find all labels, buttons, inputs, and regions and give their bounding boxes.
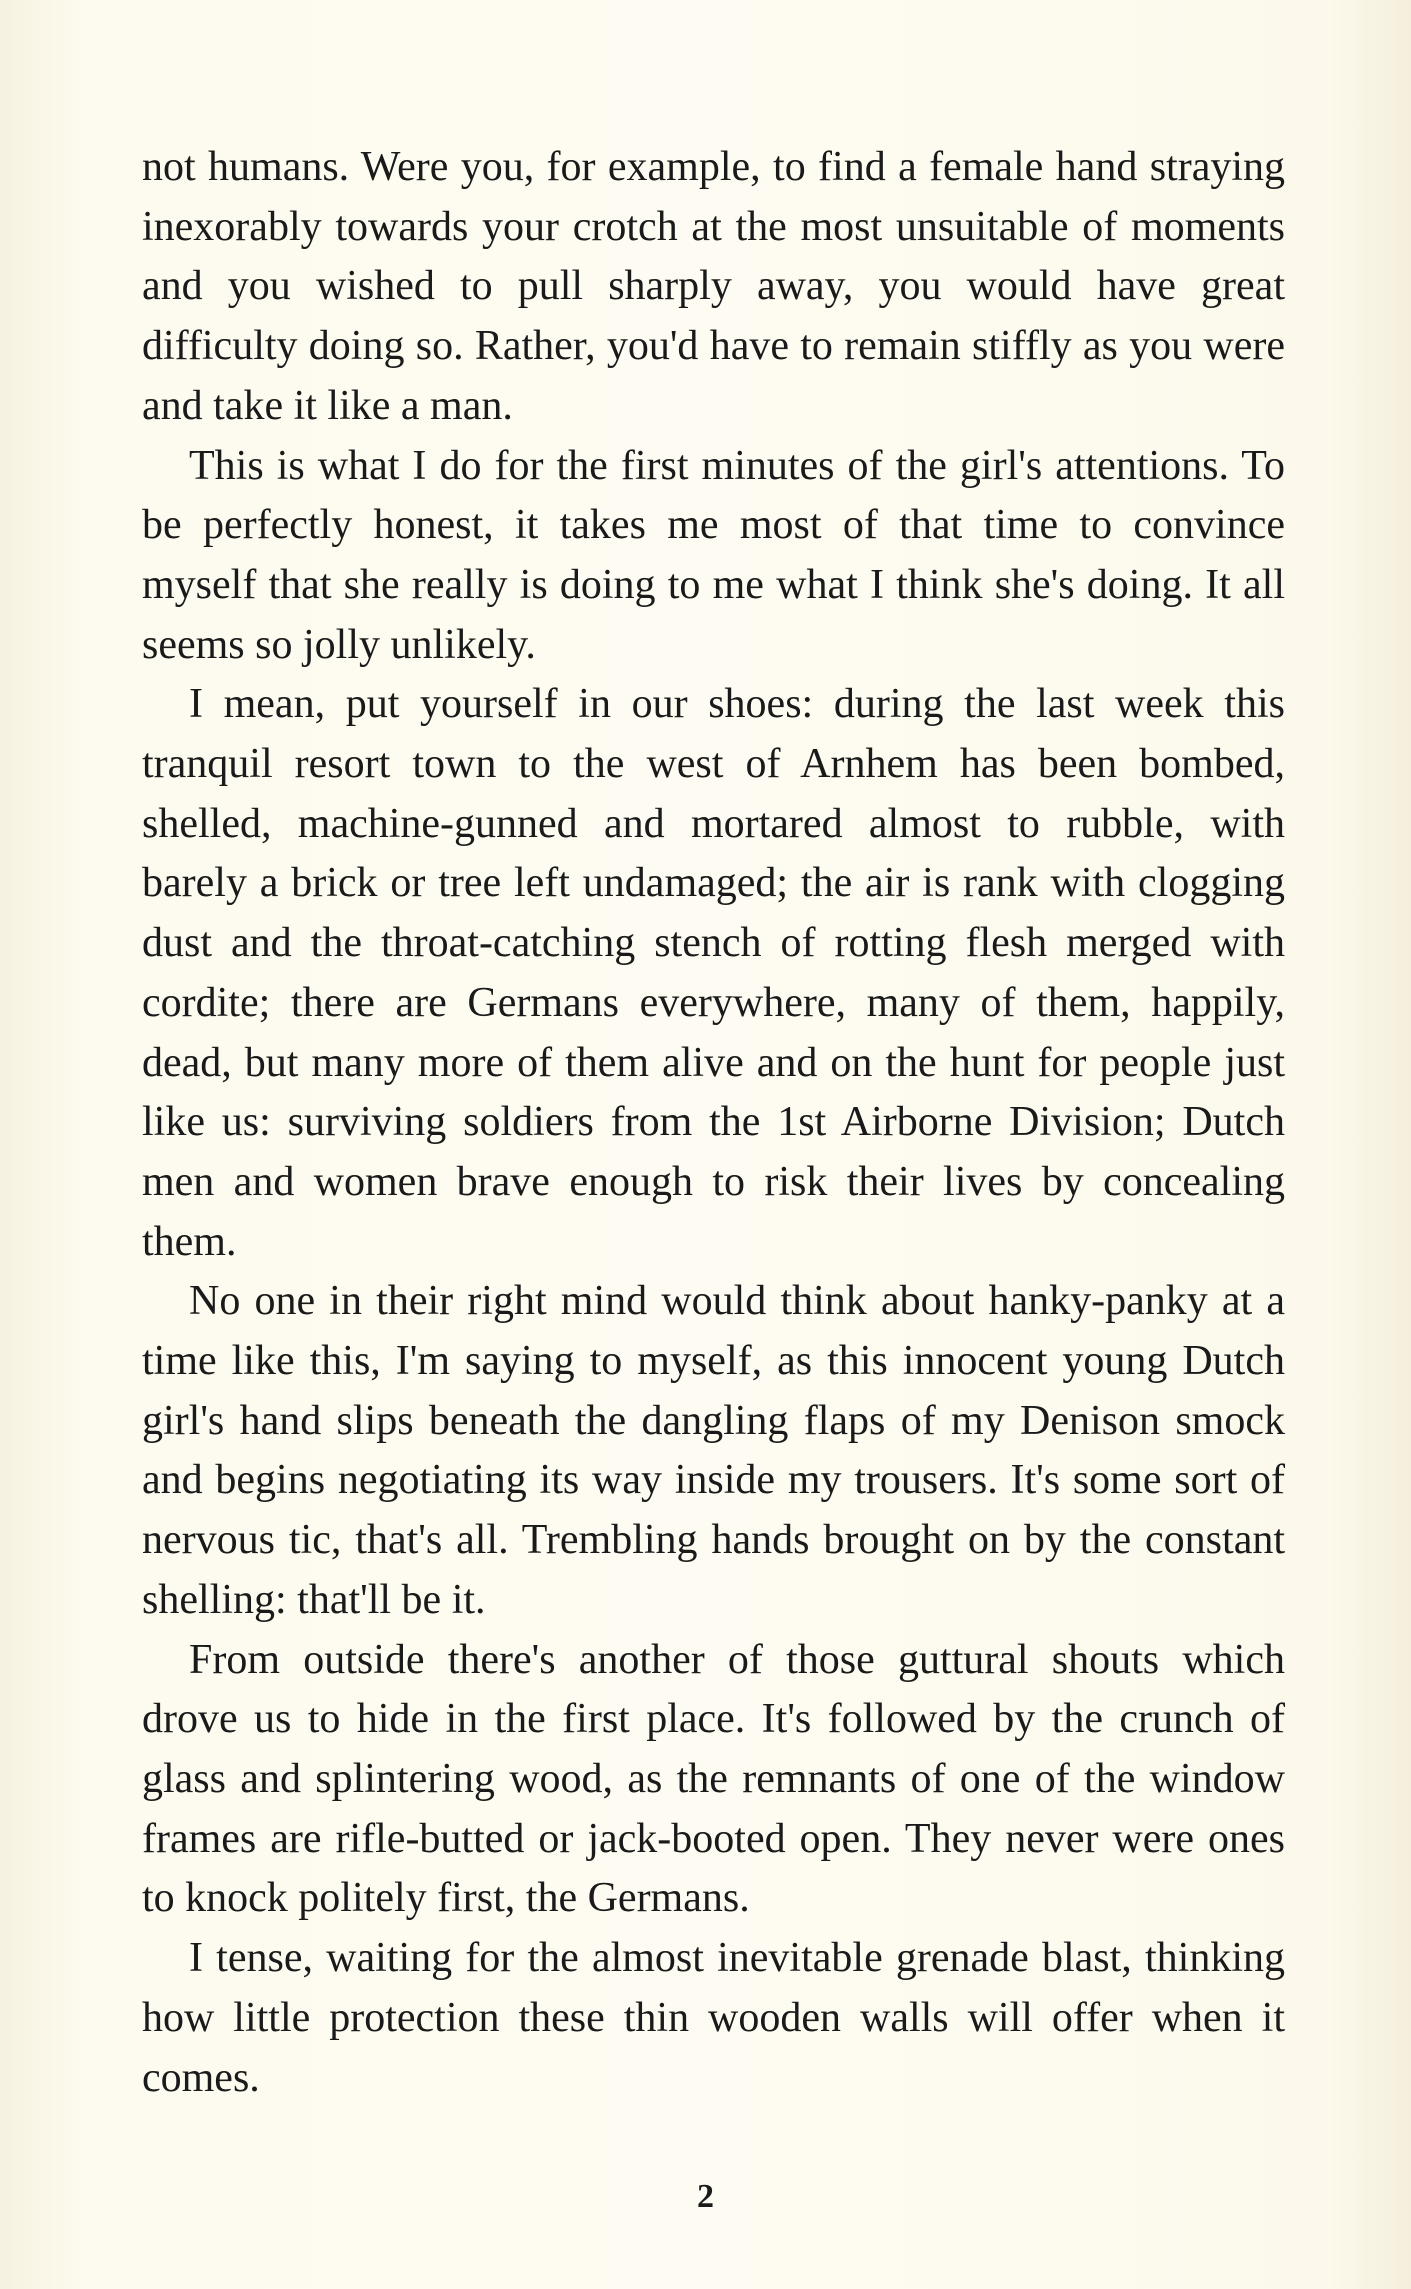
paragraph-6: I tense, waiting for the almost inevitable grenade blast, thinking how little protection these thin wooden walls will offer when it comes. [142, 1935, 1285, 2101]
paragraph-4: No one in their right mind would think about hanky-panky at a time like this, I'm saying to myself, as this innocent young Dutch girl's hand slips beneath the dangling flaps of my Denison smock and begins negotiating its way inside my trousers. It's some sort of nervous tic, that's all. Trembling hands brought on by the constant shelling: that'll be it. [142, 1278, 1285, 1623]
paragraph-5: From outside there's another of those guttural shouts which drove us to hide in the first place. It's followed by the crunch of glass and splintering wood, as the remnants of one of the window frames are rifle-butted or jack-booted open. They never were ones to knock politely first, the Germans. [142, 1636, 1285, 1922]
paragraph-1: not humans. Were you, for example, to find a female hand straying inexorably towards your crotch at the most unsuitable of moments and you wished to pull sharply away, you would have great difficulty doing so. Rather, you'd have to remain stiffly as you were and take it like a man. [142, 144, 1285, 429]
paragraph-3: I mean, put yourself in our shoes: during the last week this tranquil resort town to the west of Arnhem has been bombed, shelled, machine-gunned and mortared almost to rubble, with barely a brick or tree left undamaged; the air is rank with clogging dust and the throat-catching stench of rotting flesh merged with cordite; there are Germans everywhere, many of them, happily, dead, but many more of them alive and on the hunt for people just like us: surviving soldiers from the 1st Airborne Division; Dutch men and women brave enough to risk their lives by concealing them. [142, 681, 1285, 1265]
body-text [142, 138, 1285, 2108]
paragraph-2: This is what I do for the first minutes of the girl's attentions. To be perfectly honest, it takes me most of that time to convince myself that she really is doing to me what I think she's doing. It all seems so jolly unlikely. [142, 442, 1285, 668]
page-number: 2 [697, 2178, 714, 2215]
